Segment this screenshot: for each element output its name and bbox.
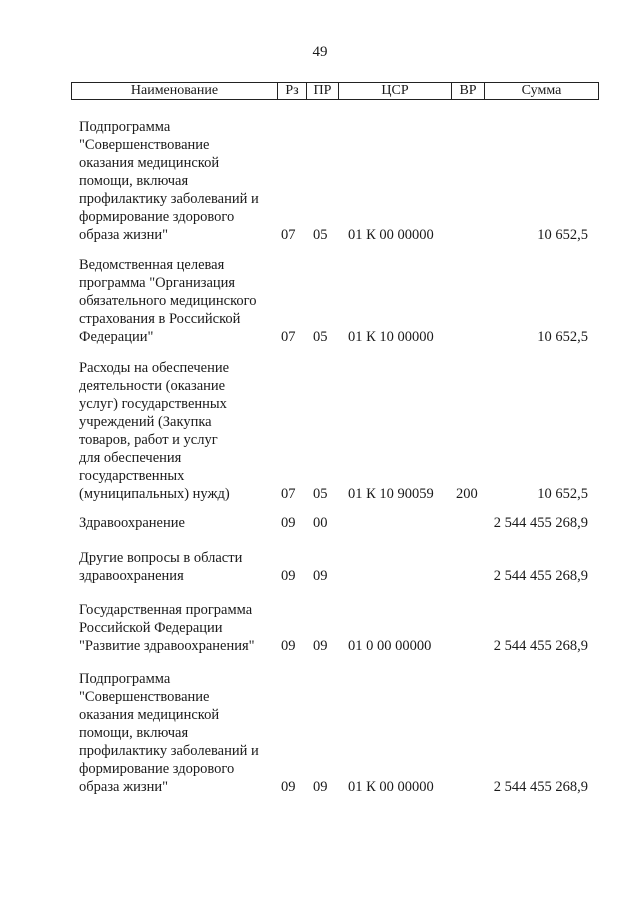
- row-sum: 2 544 455 268,9: [493, 638, 588, 654]
- table-row: [0, 359, 640, 503]
- row-pr: 05: [313, 329, 328, 345]
- table-row: [0, 601, 640, 655]
- row-name: Здравоохранение: [79, 515, 185, 531]
- row-rz: 09: [281, 779, 296, 795]
- table-row: [0, 256, 640, 346]
- row-csr: 01 К 00 00000: [348, 227, 434, 243]
- row-csr: 01 К 00 00000: [348, 779, 434, 795]
- header-sum: Сумма: [521, 83, 562, 98]
- header-vr: ВР: [452, 83, 485, 99]
- header-pr: ПР: [307, 83, 339, 99]
- row-pr: 05: [313, 486, 328, 502]
- row-name: Подпрограмма "Совершенствование оказания медицинской помощи, включая профилактику заболеваний и формирование здорового образа жизни": [79, 119, 259, 243]
- row-vr: 200: [456, 486, 478, 502]
- row-csr: 01 К 10 00000: [348, 329, 434, 345]
- row-pr: 09: [313, 779, 328, 795]
- header-rz: Рз: [278, 83, 307, 99]
- row-csr: 01 0 00 00000: [348, 638, 432, 654]
- row-sum: 10 652,5: [537, 329, 588, 345]
- row-csr: 01 К 10 90059: [348, 486, 434, 502]
- row-name: Подпрограмма "Совершенствование оказания медицинской помощи, включая профилактику заболеваний и формирование здорового образа жизни": [79, 671, 259, 795]
- row-pr: 05: [313, 227, 328, 243]
- row-rz: 09: [281, 638, 296, 654]
- header-name: Наименование: [72, 83, 278, 99]
- row-name: Расходы на обеспечение деятельности (оказание услуг) государственных учреждений (Закупка товаров, работ и услуг для обеспечения государственных (муниципальных) нужд): [79, 360, 230, 502]
- table-header: [71, 82, 599, 100]
- header-csr: ЦСР: [339, 83, 452, 99]
- row-pr: 09: [313, 568, 328, 584]
- row-sum: 10 652,5: [537, 486, 588, 502]
- row-rz: 07: [281, 329, 296, 345]
- row-pr: 00: [313, 515, 328, 531]
- table-row: [0, 514, 640, 532]
- row-sum: 2 544 455 268,9: [493, 515, 588, 531]
- row-sum: 2 544 455 268,9: [493, 779, 588, 795]
- row-sum: 2 544 455 268,9: [493, 568, 588, 584]
- row-name: Другие вопросы в области здравоохранения: [79, 550, 243, 584]
- row-rz: 07: [281, 486, 296, 502]
- row-pr: 09: [313, 638, 328, 654]
- row-sum: 10 652,5: [537, 227, 588, 243]
- row-name: Ведомственная целевая программа "Организация обязательного медицинского страхования в Российской Федерации": [79, 257, 257, 345]
- table-row: [0, 118, 640, 244]
- page-number: 49: [312, 44, 328, 60]
- row-rz: 09: [281, 515, 296, 531]
- table-row: [0, 549, 640, 585]
- row-rz: 07: [281, 227, 296, 243]
- row-name: Государственная программа Российской Федерации "Развитие здравоохранения": [79, 602, 255, 654]
- row-rz: 09: [281, 568, 296, 584]
- table-row: [0, 670, 640, 796]
